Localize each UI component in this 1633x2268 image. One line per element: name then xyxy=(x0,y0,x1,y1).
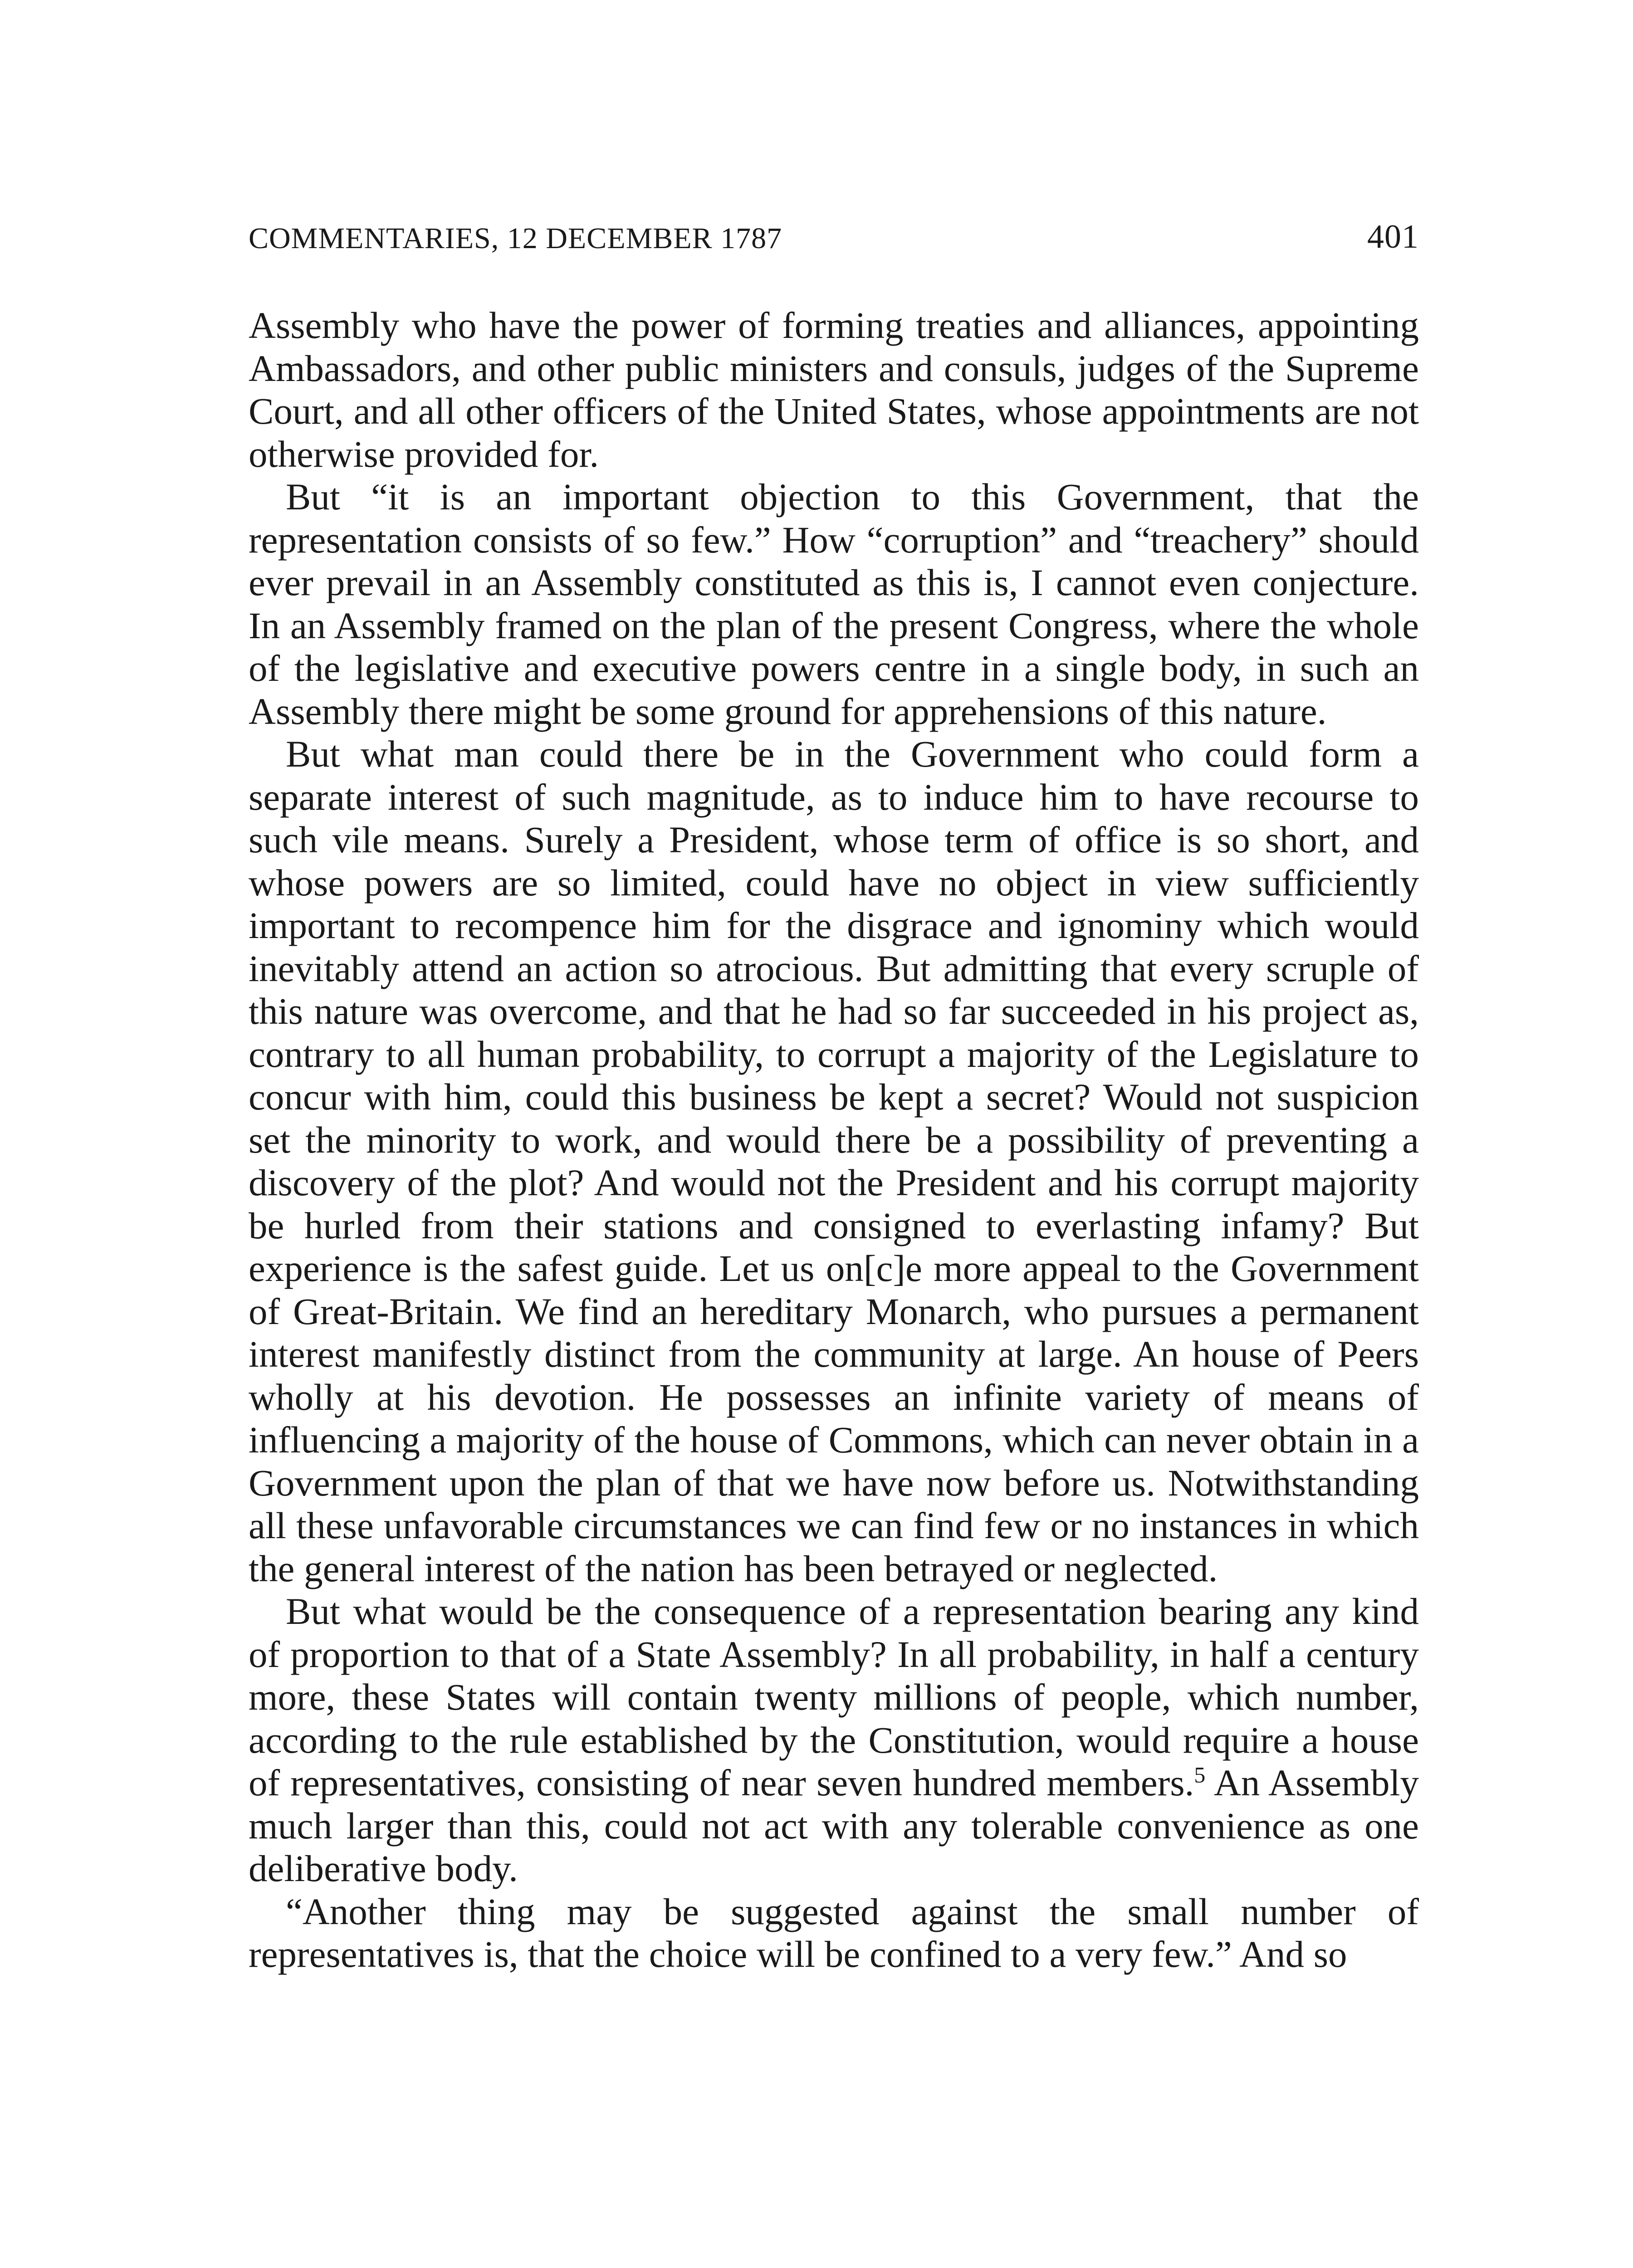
paragraph-1: Assembly who have the power of forming treaties and alliances, appointing Ambassadors, and other public ministers and consuls, judges of the Supreme Court, and all other officers of the United States, whose appointments are not otherwise provided for. xyxy=(249,304,1419,475)
body-text xyxy=(249,304,1419,1976)
running-title: COMMENTARIES, 12 DECEMBER 1787 xyxy=(249,222,782,255)
paragraph-4 xyxy=(249,1590,1419,1890)
paragraph-2: But “it is an important objection to this Government, that the representation consists of so few.” How “corruption” and “treachery” should ever prevail in an Assembly constituted as this is, I cannot even conjecture. In an Assembly framed on the plan of the present Congress, where the whole of the legislative and executive powers centre in a single body, in such an Assembly there might be some ground for apprehensions of this nature. xyxy=(249,476,1419,732)
document-page xyxy=(249,218,1419,1976)
running-head xyxy=(249,218,1419,268)
paragraph-4-text-b: An Assembly much larger than this, could not act with any tolerable convenience as one deliberative body. xyxy=(249,1762,1419,1889)
footnote-ref-5: 5 xyxy=(1194,1762,1206,1788)
paragraph-4-text-a: But what would be the consequence of a representation bearing any kind of proportion to that of a State Assembly? In all probability, in half a century more, these States will contain twenty millions of people, which number, according to the rule established by the Constitution, would require a house of representatives, consisting of near seven hundred members. xyxy=(249,1590,1419,1804)
paragraph-5: “Another thing may be suggested against the small number of representatives is, that the choice will be confined to a very few.” And so xyxy=(249,1890,1419,1975)
page-number: 401 xyxy=(1367,218,1419,255)
paragraph-3: But what man could there be in the Government who could form a separate interest of such magnitude, as to induce him to have recourse to such vile means. Surely a President, whose term of office is so short, and whose powers are so limited, could have no object in view sufficiently important to recompence him for the disgrace and ignominy which would inevitably attend an action so atrocious. But admitting that every scruple of this nature was overcome, and that he had so far succeeded in his project as, contrary to all human probability, to corrupt a majority of the Legislature to concur with him, could this business be kept a secret? Would not suspicion set the minority to work, and would there be a possibility of preventing a discovery of the plot? And would not the President and his corrupt majority be hurled from their stations and consigned to everlasting infamy? But experience is the safest guide. Let us on[c]e more appeal to the Government of Great-Britain. We find an hereditary Monarch, who pursues a permanent interest manifestly distinct from the community at large. An house of Peers wholly at his devotion. He possesses an infinite variety of means of influencing a majority of the house of Commons, which can never obtain in a Government upon the plan of that we have now before us. Notwithstanding all these unfavorable circumstances we can find few or no instances in which the general interest of the nation has been betrayed or neglected. xyxy=(249,733,1419,1589)
